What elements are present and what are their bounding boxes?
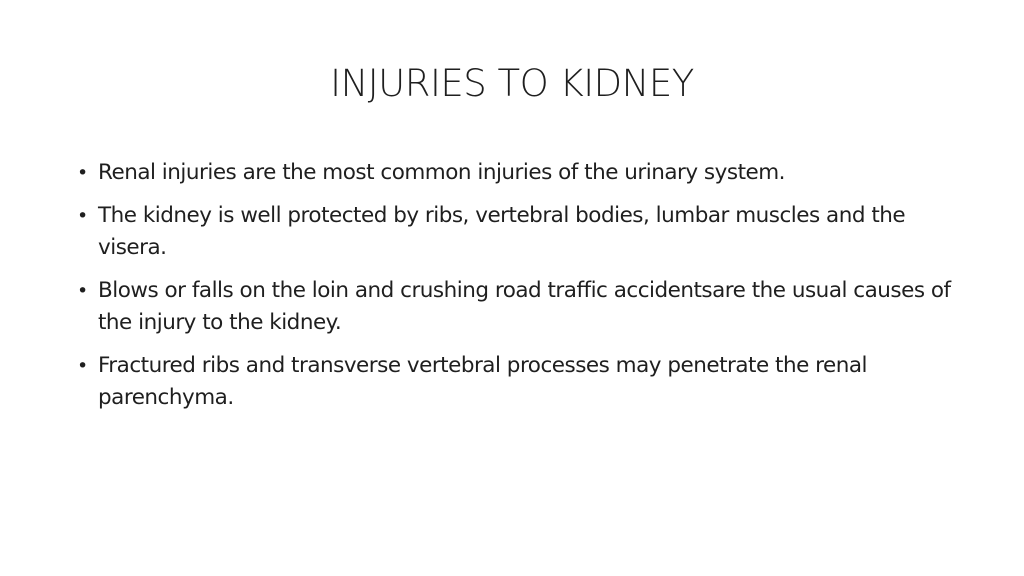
bullet-icon: • [77, 280, 88, 302]
bullet-item [72, 157, 952, 189]
slide-title: INJURIES TO KIDNEY [330, 62, 694, 105]
bullet-text: Renal injuries are the most common injuries of the urinary system. [98, 160, 785, 185]
bullet-item [72, 200, 952, 264]
bullet-text: Fractured ribs and transverse vertebral processes may penetrate the renal parenchyma. [98, 353, 868, 410]
bullet-icon: • [77, 205, 88, 227]
bullet-icon: • [77, 162, 88, 184]
bullet-item [72, 350, 952, 414]
bullet-list [72, 157, 952, 425]
bullet-item [72, 275, 952, 339]
bullet-text: Blows or falls on the loin and crushing road traffic accidentsare the usual causes of the injury to the kidney. [98, 278, 951, 335]
bullet-text: The kidney is well protected by ribs, vertebral bodies, lumbar muscles and the visera. [98, 203, 906, 260]
bullet-icon: • [77, 355, 88, 377]
